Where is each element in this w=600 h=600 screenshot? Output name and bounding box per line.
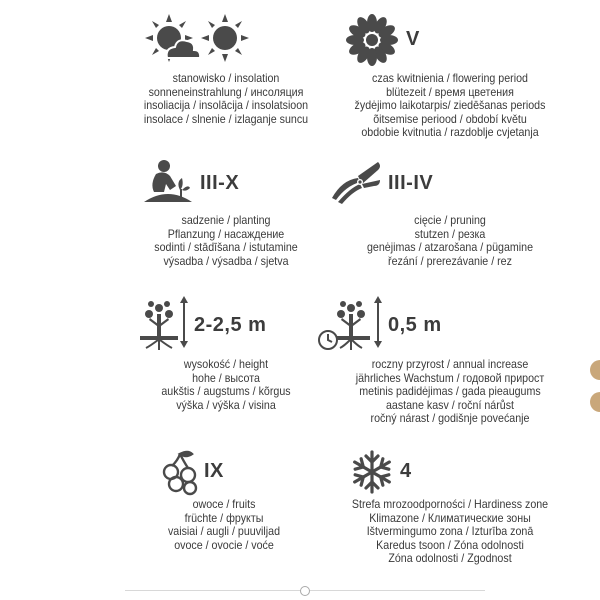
label-line: sonneneinstrahlung / инсоляция (148, 85, 304, 99)
label-line: řezání / prerezávanie / rez (388, 254, 512, 268)
pruning-shears-icon (328, 158, 384, 206)
label-line: owoce / fruits (192, 498, 256, 511)
label-line: ovoce / ovocie / voće (174, 538, 274, 552)
sun-behind-cloud-icon (145, 14, 200, 62)
label-line: früchte / фрукты (184, 511, 264, 525)
label-line: insoliacija / insolācija / insolatsioon (143, 99, 309, 113)
label-line: aukštis / augstums / kõrgus (161, 385, 291, 399)
label-line: Pflanzung / насаждение (167, 227, 285, 241)
cell-label (106, 72, 346, 126)
value-text: 0,5 m (388, 314, 442, 336)
cell-label (106, 214, 346, 268)
label-line: insolace / slnenie / izlaganje suncu (143, 112, 309, 126)
left-margin (0, 0, 106, 600)
cell-annual-increase (340, 290, 580, 440)
value-text: III-X (200, 172, 240, 194)
label-line: Zóna odolnosti / Zgodnost (388, 552, 512, 566)
label-line: roczny przyrost / annual increase (371, 358, 529, 371)
cell-label (330, 214, 570, 268)
value-text: V (406, 28, 420, 50)
label-line: Strefa mrozoodporności / Hardiness zone (351, 498, 549, 511)
cell-label (104, 498, 344, 552)
cell-label (106, 358, 346, 412)
label-line: ročný nárast / godišnje povećanje (370, 412, 530, 426)
label-line: cięcie / pruning (414, 214, 486, 227)
label-line: metinis padidėjimas / gada pieaugums (359, 385, 541, 399)
label-line: czas kwitnienia / flowering period (372, 72, 528, 85)
value-text: III-IV (388, 172, 434, 194)
cell-fruits (106, 440, 346, 590)
label-line: vaisiai / augli / puuviljad (167, 525, 281, 539)
page-edge-decoration (586, 360, 600, 420)
cell-planting (106, 150, 346, 290)
cell-hardiness-zone (340, 440, 580, 590)
label-line: Klimazone / Климатические зоны (369, 511, 531, 525)
cell-flowering-period (340, 0, 580, 150)
label-line: Karedus tsoon / Zóna odolnosti (376, 538, 524, 552)
label-line: hohe / высота (192, 371, 260, 385)
label-line: aastane kasv / roční nárůst (385, 398, 515, 412)
label-line: stutzen / резка (414, 227, 486, 241)
label-line: jährliches Wachstum / годовой прирост (355, 371, 545, 385)
label-line: výška / výška / visina (176, 398, 276, 412)
cell-label (330, 72, 570, 140)
cell-height (106, 290, 346, 440)
label-line: obdobie kvitnutia / razdoblje cvjetanja (361, 126, 539, 140)
label-line: õitsemise periood / období květu (373, 112, 527, 126)
planting-person-icon (142, 156, 194, 208)
label-line: blütezeit / время цветения (386, 85, 514, 99)
cell-insolation (106, 0, 346, 150)
bottom-divider-dot (300, 586, 310, 596)
label-line: wysokość / height (183, 358, 269, 371)
label-line: žydėjimo laikotarpis/ ziedēšanas periods (354, 99, 546, 113)
tree-height-icon (136, 296, 190, 354)
fruit-cluster-icon (158, 448, 202, 496)
sun-icon (201, 14, 249, 62)
label-line: Ištvermingumo zona / Izturība zonā (366, 525, 534, 539)
label-line: genėjimas / atzarošana / pügamine (366, 241, 534, 255)
label-line: sadzenie / planting (181, 214, 271, 227)
label-line: výsadba / výsadba / sjetva (163, 254, 289, 268)
cell-label (330, 358, 570, 426)
snowflake-icon (348, 448, 396, 496)
value-text: 2-2,5 m (194, 314, 267, 336)
value-text: 4 (400, 460, 412, 482)
flower-icon (344, 12, 400, 68)
label-line: stanowisko / insolation (172, 72, 280, 85)
cell-pruning (340, 150, 580, 290)
label-line: sodinti / stādīšana / istutamine (154, 241, 298, 255)
tree-growth-clock-icon (318, 296, 384, 354)
cell-label (330, 498, 570, 566)
value-text: IX (204, 460, 224, 482)
